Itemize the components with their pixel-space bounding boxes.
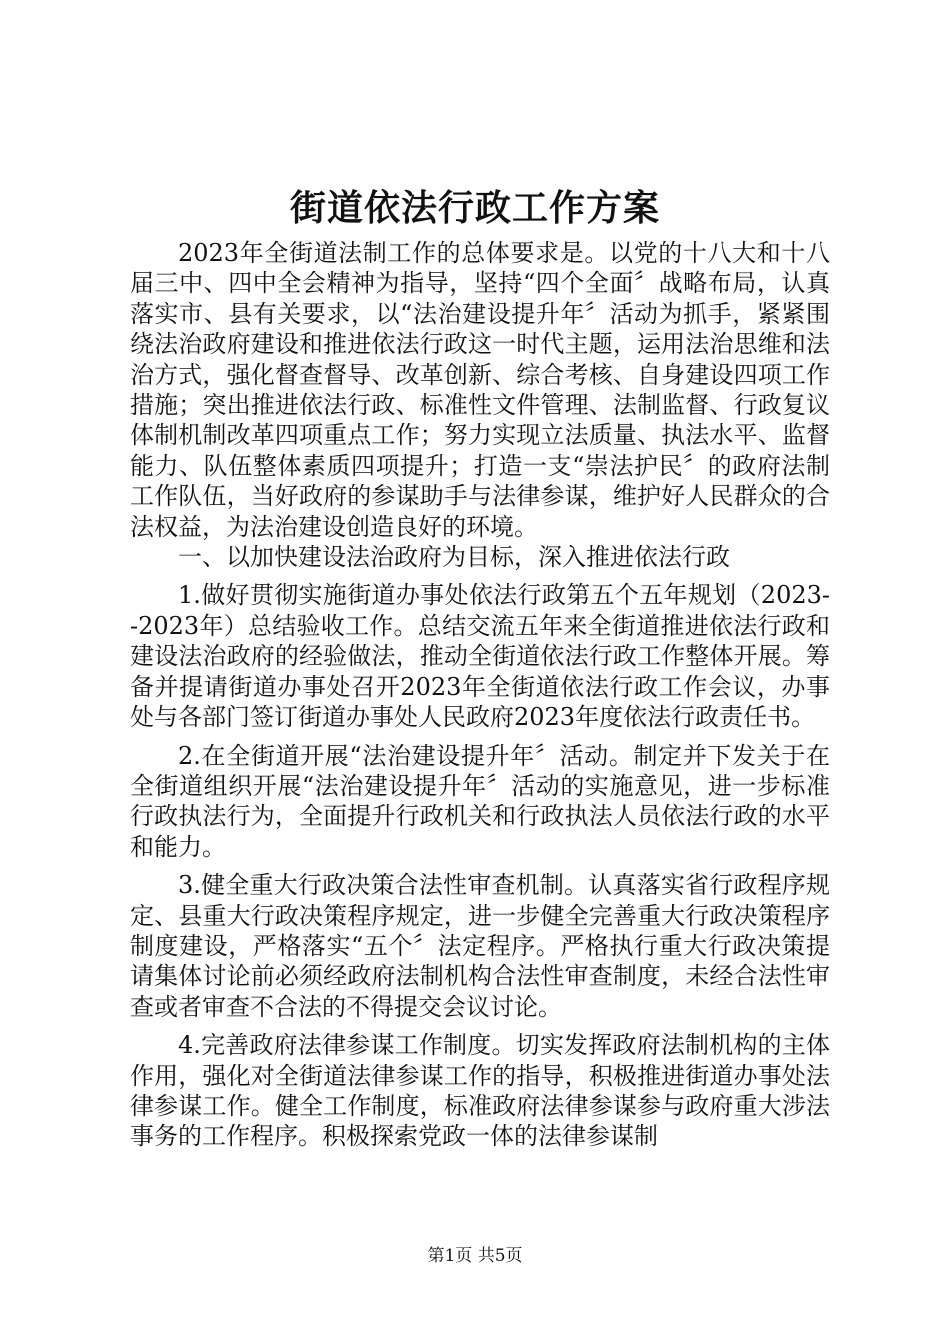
paragraph-item-4: 4.完善政府法律参谋工作制度。切实发挥政府法制机构的主体作用，强化对全街道法律参谋工作的指导，积极推进街道办事处法律参谋工作。健全工作制度，标准政府法律参谋参与政府重大涉法事务的工作程序。积极探索党政一体的法律参谋制	[130, 1031, 830, 1151]
paragraph-item-2: 2.在全街道开展“法治建设提升年〞活动。制定并下发关于在全街道组织开展“法治建设提升年〞活动的实施意见，进一步标准行政执法行为，全面提升行政机关和行政执法人员依法行政的水平和能力。	[130, 741, 830, 861]
paragraph-intro: 2023年全街道法制工作的总体要求是。以党的十八大和十八届三中、四中全会精神为指导，坚持“四个全面〞战略布局，认真落实市、县有关要求，以“法治建设提升年〞活动为抓手，紧紧围绕法治政府建设和推进依法行政这一时代主题，运用法治思维和法治方式，强化督查督导、改革创新、综合考核、自身建设四项工作措施；突出推进依法行政、标准性文件管理、法制监督、行政复议体制机制改革四项重点工作；努力实现立法质量、执法水平、监督能力、队伍整体素质四项提升；打造一支“崇法护民〞的政府法制工作队伍，当好政府的参谋助手与法律参谋，维护好人民群众的合法权益，为法治建设创造良好的环境。	[130, 239, 830, 541]
section-heading-1: 一、以加快建设法治政府为目标，深入推进依法行政	[178, 543, 730, 572]
paragraph-item-1: 1.做好贯彻实施街道办事处依法行政第五个五年规划（2023--2023年）总结验收工作。总结交流五年来全街道推进依法行政和建设法治政府的经验做法，推动全街道依法行政工作整体开展。筹备并提请街道办事处召开2023年全街道依法行政工作会议，办事处与各部门签订街道办事处人民政府2023年度依法行政责任书。	[130, 581, 830, 732]
document-title: 街道依法行政工作方案	[289, 187, 660, 229]
page-number-footer: 第1页 共5页	[427, 1246, 523, 1266]
document-body	[130, 238, 830, 1152]
paragraph-item-3: 3.健全重大行政决策合法性审查机制。认真落实省行政程序规定、县重大行政决策程序规定，进一步健全完善重大行政决策程序制度建设，严格落实“五个〞法定程序。严格执行重大行政决策提请集体讨论前必须经政府法制机构合法性审查制度，未经合法性审查或者审查不合法的不得提交会议讨论。	[130, 871, 830, 1021]
